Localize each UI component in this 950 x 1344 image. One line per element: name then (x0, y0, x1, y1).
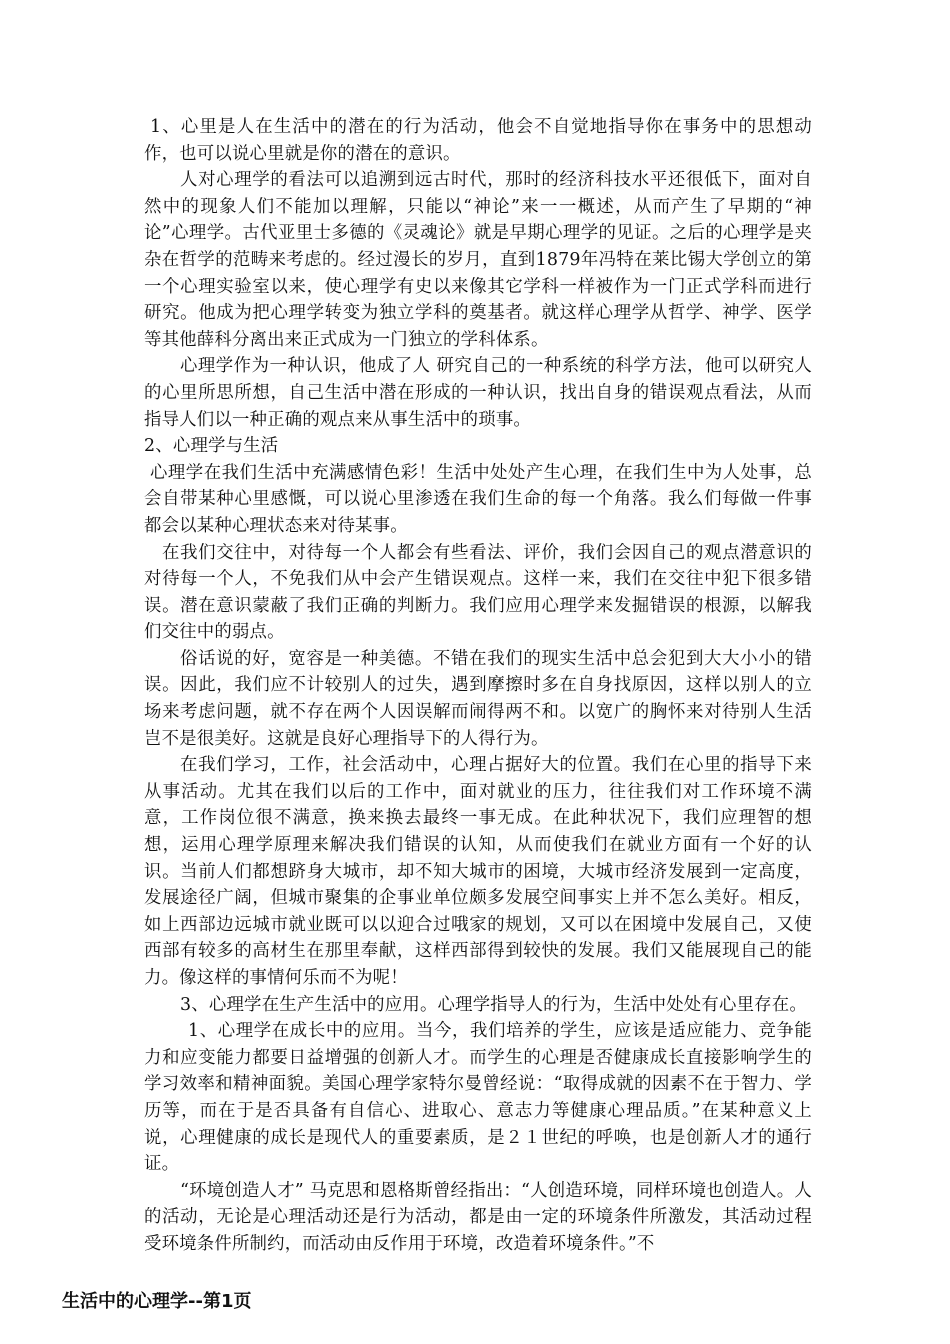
paragraph-history: 人对心理学的看法可以追溯到远古时代，那时的经济科技水平还很低下，面对自然中的现象人们不能加以理解，只能以“神论”来一一概述，从而产生了早期的“神论”心理学。古代亚里士多德的《灵魂论》就是早期心理学的见证。之后的心理学是夹杂在哲学的范畴来考虑的。经过漫长的岁月，直到1879年冯特在莱比锡大学创立的第一个心理实验室以来，使心理学有史以来像其它学科一样被作为一门正式学科而进行研究。他成为把心理学转变为独立学科的奠基者。就这样心理学从哲学、神学、医学等其他薛科分离出来正式成为一门独立的学科体系。 (144, 170, 812, 350)
paragraph-growth: 1、心理学在成长中的应用。当今，我们培养的学生，应该是适应能力、竞争能力和应变能力都要日益增强的创新人才。而学生的心理是否健康成长直接影响学生的学习效率和精神面貌。美国心理学家特尔曼曾经说：“取得成就的因素不在于智力、学历等，而在于是否具备有自信心、进取心、意志力等健康心理品质。”在某种意义上说，心理健康的成长是现代人的重要素质，是２１世纪的呼唤，也是创新人才的通行证。 (144, 1021, 812, 1175)
page-footer: 生活中的心理学--第1页 (62, 1291, 252, 1312)
paragraph-emotion: 心理学在我们生活中充满感情色彩！生活中处处产生心理，在我们生中为人处事，总会自带某种心里感慨，可以说心里渗透在我们生命的每一个角落。我么们每做一件事都会以某种心理状态来对待某事。 (144, 462, 812, 536)
document-body (144, 114, 812, 1258)
paragraph-environment: “环境创造人才” 马克思和恩格斯曾经指出：“人创造环境，同样环境也创造人。人的活动，无论是心理活动还是行为活动，都是由一定的环境条件所激发，其活动过程受环境条件所制约，而活动由反作用于环境，改造着环境条件。”不 (144, 1180, 812, 1254)
paragraph-interaction: 在我们交往中，对待每一个人都会有些看法、评价，我们会因自己的观点潜意识的对待每一个人，不免我们从中会产生错误观点。这样一来，我们在交往中犯下很多错误。潜在意识蒙蔽了我们正确的判断力。我们应用心理学来发掘错误的根源，以解我们交往中的弱点。 (144, 542, 812, 643)
paragraph-work: 在我们学习，工作，社会活动中，心理占据好大的位置。我们在心里的指导下来从事活动。尤其在我们以后的工作中，面对就业的压力，往往我们对工作环境不满意，工作岗位很不满意，换来换去最终一事无成。在此种状况下，我们应理智的想想，运用心理学原理来解决我们错误的认知，从而使我们在就业方面有一个好的认识。当前人们都想跻身大城市，却不知大城市的困境，大城市经济发展到一定高度，发展途径广阔，但城市聚集的企事业单位颇多发展空间事实上并不怎么美好。相反，如上西部边远城市就业既可以以迎合过哦家的规划，又可以在困境中发展自己，又使西部有较多的高材生在那里奉献，这样西部得到较快的发展。我们又能展现自己的能力。像这样的事情何乐而不为呢！ (144, 755, 812, 988)
paragraph-definition: 1、心里是人在生活中的潜在的行为活动，他会不自觉地指导你在事务中的思想动作，也可以说心里就是你的潜在的意识。 (144, 117, 812, 164)
paragraph-tolerance: 俗话说的好，宽容是一种美德。不错在我们的现实生活中总会犯到大大小小的错误。因此，我们应不计较别人的过失，遇到摩擦时多在自身找原因，这样以别人的立场来考虑问题，就不存在两个人因误解而闹得两不和。以宽广的胸怀来对待别人生活岂不是很美好。这就是良好心理指导下的人得行为。 (144, 648, 812, 749)
section-heading-application: 3、心理学在生产生活中的应用。心理学指导人的行为，生活中处处有心里存在。 (180, 994, 807, 1015)
section-heading-life: 2、心理学与生活 (144, 436, 279, 457)
paragraph-cognition: 心理学作为一种认识，他成了人 研究自己的一种系统的科学方法，他可以研究人的心里所思所想，自己生活中潜在形成的一种认识，找出自身的错误观点看法，从而指导人们以一种正确的观点来从事生活中的琐事。 (144, 356, 812, 430)
